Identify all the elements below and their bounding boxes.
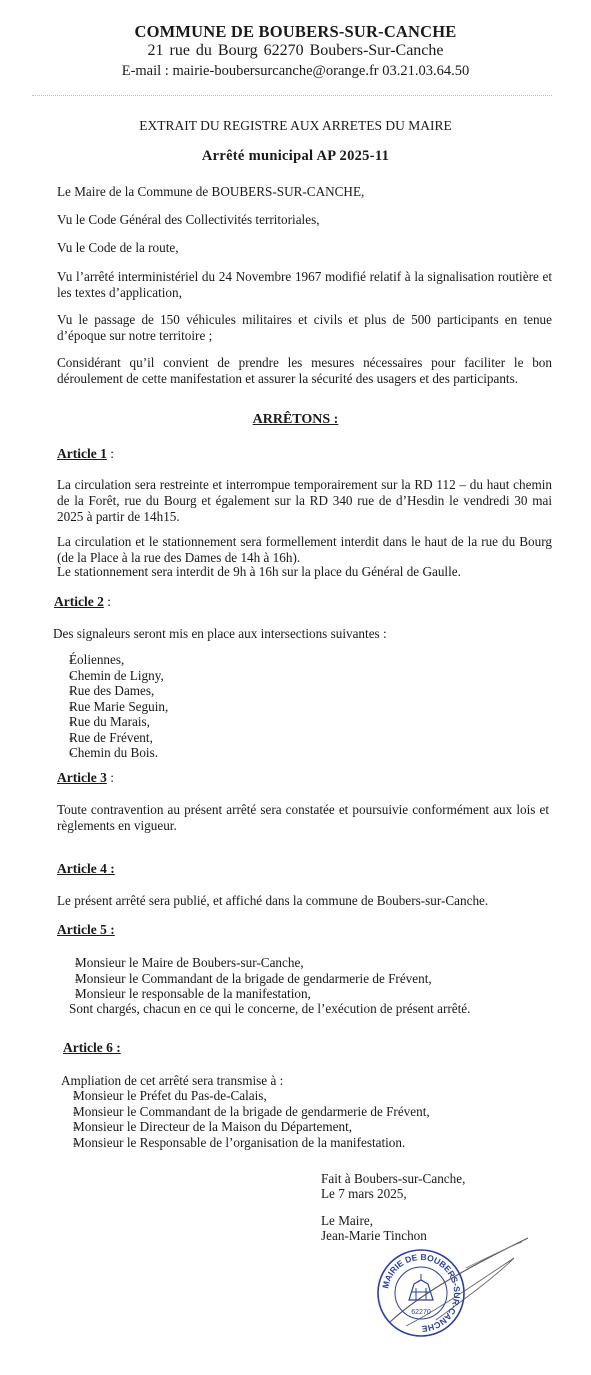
commune-contact: E-mail : mairie-boubersurcanche@orange.fr 03.21.03.64.50	[121, 63, 470, 79]
list-item: - Monsieur le Maire de Boubers-sur-Canche,	[56, 955, 546, 971]
commune-address: 21 rue du Bourg 62270 Boubers-Sur-Canche	[147, 42, 444, 59]
stamp-postcode: 62270	[411, 1309, 431, 1316]
list-item: - Rue des Dames,	[51, 683, 351, 699]
article-3-text: Toute contravention au présent arrêté sera constatée et poursuivie conformément aux lois et règlements en vigueur.	[57, 802, 549, 833]
list-item: - Monsieur le Commandant de la brigade de gendarmerie de Frévent,	[51, 1104, 541, 1120]
article-1-heading: Article 1 :	[57, 446, 114, 461]
list-item: - Monsieur le responsable de la manifestation,	[56, 986, 546, 1002]
list-item: - Monsieur le Préfet du Pas-de-Calais,	[51, 1088, 541, 1104]
article-5-closing: Sont chargés, chacun en ce qui le concerne, de l’exécution de présent arrêté.	[69, 1001, 471, 1016]
article-1-paragraph-3: Le stationnement sera interdit de 9h à 16h sur la place du Général de Gaulle.	[57, 564, 461, 579]
preamble-arrete-1967: Vu l’arrêté interministériel du 24 Novembre 1967 modifié relatif à la signalisation routière et les textes d’application,	[57, 269, 552, 300]
register-extract-heading: EXTRAIT DU REGISTRE AUX ARRETES DU MAIRE	[139, 118, 452, 133]
preamble-passage: Vu le passage de 150 véhicules militaires et civils et plus de 500 participants en tenue d’époque sur notre territoire ;	[57, 312, 552, 343]
preamble-code-route: Vu le Code de la route,	[57, 240, 179, 255]
article-6-heading: Article 6 :	[63, 1040, 121, 1055]
article-4-text: Le présent arrêté sera publié, et affiché dans la commune de Boubers-sur-Canche.	[57, 893, 489, 908]
list-item: - Rue Marie Seguin,	[51, 699, 351, 715]
article-6-list	[51, 1088, 541, 1150]
list-item: - Monsieur le Responsable de l’organisation de la manifestation.	[51, 1135, 541, 1151]
signature-date: Le 7 mars 2025,	[321, 1186, 407, 1201]
preamble-cgct: Vu le Code Général des Collectivités territoriales,	[57, 212, 320, 227]
article-6-intro: Ampliation de cet arrêté sera transmise à :	[61, 1073, 284, 1088]
article-5-heading: Article 5 :	[57, 922, 115, 937]
article-2-intro: Des signaleurs seront mis en place aux intersections suivantes :	[53, 626, 387, 641]
commune-name: COMMUNE DE BOUBERS-SUR-CANCHE	[134, 22, 457, 41]
signature-place: Fait à Boubers-sur-Canche,	[321, 1171, 466, 1186]
header-divider	[32, 95, 552, 96]
signature-role: Le Maire,	[321, 1213, 373, 1228]
article-1-paragraph-1: La circulation sera restreinte et interrompue temporairement sur la RD 112 – du haut chemin de la Forêt, rue du Bourg et également sur la RD 340 rue de d’Hesdin le vendredi 30 mai 2025 à partir de 14h15.	[57, 477, 552, 524]
article-2-heading: Article 2 :	[54, 594, 111, 609]
list-item: - Éoliennes,	[51, 652, 351, 668]
article-2-intersections-list	[51, 652, 351, 761]
arretons-heading: ARRÊTONS :	[252, 412, 339, 427]
signature-name: Jean-Marie Tinchon	[321, 1228, 427, 1243]
list-item: - Monsieur le Directeur de la Maison du Département,	[51, 1119, 541, 1135]
document-title: Arrêté municipal AP 2025-11	[201, 148, 390, 164]
list-item: - Rue de Frévent,	[51, 730, 351, 746]
list-item: - Rue du Marais,	[51, 714, 351, 730]
preamble-considerant: Considérant qu’il convient de prendre les mesures nécessaires pour faciliter le bon déroulement de cette manifestation et assurer la sécurité des usagers et des participants.	[57, 355, 552, 386]
list-item: - Monsieur le Commandant de la brigade de gendarmerie de Frévent,	[56, 971, 546, 987]
preamble-mayor: Le Maire de la Commune de BOUBERS-SUR-CANCHE,	[57, 184, 365, 199]
commune-stamp	[376, 1248, 466, 1338]
article-4-heading: Article 4 :	[57, 861, 115, 876]
article-5-list	[56, 955, 546, 1002]
article-1-paragraph-2: La circulation et le stationnement sera formellement interdit dans le haut de la rue du Bourg (de la Place à la rue des Dames de 14h à 16h).	[57, 534, 552, 565]
svg-text:MAIRIE DE BOUBERS-SUR-CANCHE	[380, 1252, 462, 1334]
list-item: - Chemin de Ligny,	[51, 668, 351, 684]
stamp-ring-text: MAIRIE DE BOUBERS-SUR-CANCHE	[380, 1251, 463, 1335]
article-3-heading: Article 3 :	[57, 770, 114, 785]
list-item: - Chemin du Bois.	[51, 745, 351, 761]
